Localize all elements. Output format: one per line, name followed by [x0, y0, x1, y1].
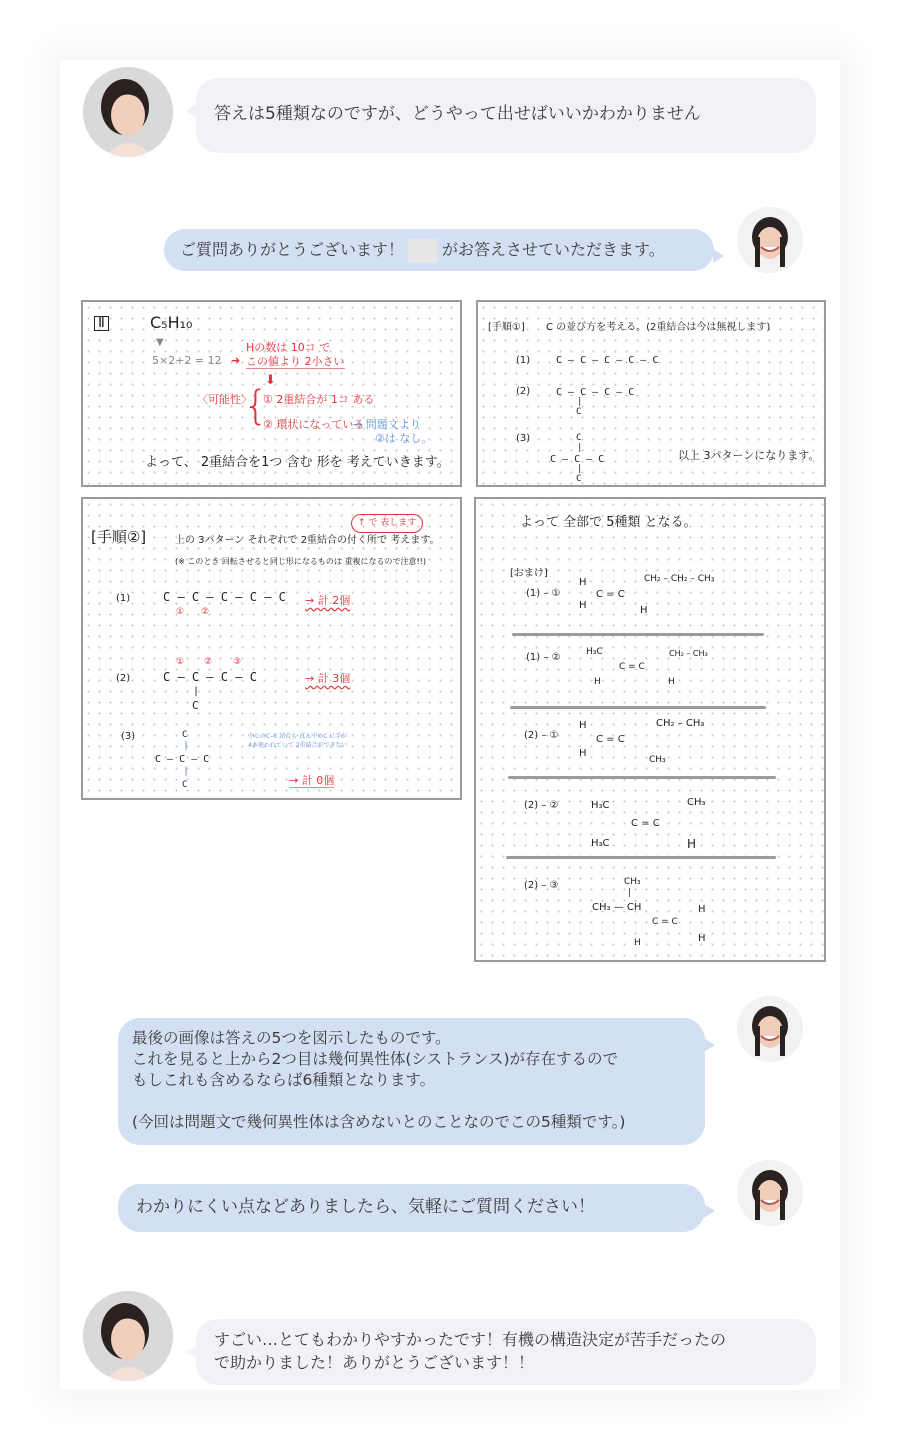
- note-bonus-label: [おまけ]: [510, 568, 548, 579]
- note-intro: C の並び方を考える。(2重結合は今は無視します): [546, 322, 771, 333]
- tutor-photo-icon: [737, 996, 803, 1062]
- tutor-photo-icon: [737, 207, 803, 273]
- isomer-left: CH₃ — CH: [592, 902, 642, 913]
- isomer-left-top: H₃C: [586, 647, 603, 657]
- brace-icon: {: [243, 383, 269, 429]
- carbon-chain: C – C – C – C – C: [556, 355, 659, 366]
- message-student-1: [196, 78, 816, 153]
- student-avatar: [83, 67, 173, 157]
- redacted-name: [408, 239, 438, 263]
- tutor-avatar: [737, 1160, 803, 1226]
- note-result: → 計 0個: [289, 774, 335, 787]
- note-option-1: ① 2重結合が 1コ ある: [263, 393, 375, 406]
- note-result: → 計 3個: [305, 672, 351, 685]
- mark-1: ①: [176, 607, 185, 617]
- student-photo-icon: [83, 67, 173, 157]
- carbon-branch-top: C: [576, 433, 582, 443]
- isomer-right-bottom: H: [640, 605, 648, 616]
- mark-3: ③: [233, 657, 242, 667]
- notebook-image-step-1: [476, 300, 826, 487]
- carbon-branch-top: C: [182, 730, 188, 740]
- mark-2: ②: [204, 657, 213, 667]
- isomer-label: (2) – ③: [524, 880, 559, 891]
- item-label: (3): [516, 433, 531, 444]
- isomer-right-top: CH₂ – CH₂ – CH₃: [644, 574, 715, 584]
- isomer-left-bottom: H: [579, 600, 587, 611]
- item-label: (1): [116, 593, 131, 604]
- isomer-top: CH₃: [624, 877, 641, 887]
- double-bond: C = C: [619, 662, 645, 672]
- note-section-label: Ⅱ: [94, 316, 109, 331]
- message-line: すごい…とてもわかりやすかったです！有機の構造決定が苦手だったの: [214, 1330, 727, 1349]
- message-student-2: [196, 1319, 816, 1385]
- arrow-down-bold-icon: ⬇: [265, 373, 276, 388]
- bond-line: |: [628, 888, 632, 898]
- double-bond: C = C: [596, 734, 625, 745]
- notebook-image-step-2: [81, 497, 462, 800]
- arrow-right-icon: ➜: [231, 354, 241, 367]
- note-callout: ↑ で 表します: [351, 514, 423, 533]
- double-bond: C = C: [652, 917, 678, 927]
- mark-1: ①: [176, 657, 185, 667]
- note-caution: (※ このとき 回転させると同じ形になるものは 重複になるので注意!!): [175, 557, 426, 566]
- isomer-right-top: CH₂ – CH₃: [669, 649, 708, 658]
- tutor-avatar: [737, 996, 803, 1062]
- isomer-label: (1) – ②: [526, 652, 561, 663]
- item-label: (2): [516, 386, 531, 397]
- message-line: 最後の画像は答えの5つを図示したものです。: [132, 1029, 451, 1047]
- message-line: これを見ると上から2つ目は幾何異性体(シストランス)が存在するので: [132, 1050, 619, 1068]
- bond-line: |: [183, 740, 190, 751]
- carbon-chain: C – C – C – C: [556, 387, 635, 398]
- message-text: 答えは5種類なのですが、どうやって出せばいいかわかりません: [214, 104, 701, 124]
- double-bond: C = C: [631, 818, 660, 829]
- student-avatar: [83, 1291, 173, 1381]
- isomer-left-top: H₃C: [591, 800, 610, 811]
- bond-line: |: [577, 443, 583, 453]
- tutor-photo-icon: [737, 1160, 803, 1226]
- notebook-image-step-intro: [81, 300, 462, 487]
- note-h-count: Hの数は 10コ で: [246, 341, 331, 354]
- divider: [512, 633, 764, 636]
- divider: [508, 776, 776, 779]
- message-line: (今回は問題文で幾何異性体は含めないとのことなのでこの5種類です。): [132, 1113, 626, 1131]
- isomer-label: (2) – ①: [524, 730, 559, 741]
- note-possibility-label: 〈可能性〉: [197, 393, 252, 406]
- message-tutor-3: [118, 1184, 705, 1232]
- item-label: (1): [516, 355, 531, 366]
- note-blue-2: ②は なし。: [375, 432, 433, 445]
- carbon-chain: C – C – C: [155, 754, 210, 765]
- isomer-right-bottom: H: [668, 677, 675, 687]
- message-line: で助かりました！ありがとうございます！！: [214, 1353, 535, 1372]
- message-tutor-2: [118, 1018, 705, 1145]
- double-bond: C = C: [596, 589, 625, 600]
- isomer-left-top: H: [579, 577, 587, 588]
- note-blue-comment: 中心のC–C 結合も 真ん中のC に手が4本使われていて 2重結合ができない: [248, 733, 348, 749]
- message-text-after: がお答えさせていただきます。: [442, 240, 665, 259]
- isomer-left-bottom: H₃C: [591, 838, 610, 849]
- carbon-chain: C – C – C – C – C: [163, 590, 286, 604]
- divider: [506, 856, 776, 859]
- note-h-diff: この値より 2小さい: [246, 355, 345, 368]
- isomer-right-bottom: CH₃: [649, 755, 666, 765]
- note-formula: C₅H₁₀: [150, 313, 193, 332]
- notebook-image-answer: [474, 497, 826, 962]
- note-calc: 5×2+2 = 12: [152, 354, 222, 367]
- isomer-left-bottom: H: [594, 677, 601, 687]
- message-text: わかりにくい点などありましたら、気軽にご質問ください！: [136, 1197, 595, 1217]
- bond-line: |: [183, 766, 190, 777]
- isomer-left-bottom: H: [634, 938, 641, 948]
- carbon-branch: C: [192, 699, 199, 712]
- carbon-branch-bottom: C: [576, 474, 582, 484]
- note-summary: 以上 3パターンになります。: [678, 449, 820, 462]
- note-conclusion: よって、 2重結合を1つ 含む 形を 考えていきます。: [145, 455, 450, 470]
- item-label: (3): [121, 731, 136, 742]
- isomer-right-bottom: H: [698, 933, 706, 944]
- carbon-branch-bottom: C: [182, 780, 188, 790]
- isomer-right-bottom: H: [687, 837, 697, 851]
- isomer-left-top: H: [579, 720, 587, 731]
- message-line: [132, 1091, 691, 1112]
- student-photo-icon: [83, 1291, 173, 1381]
- bond-line: |: [193, 686, 200, 697]
- item-label: (2): [116, 673, 131, 684]
- divider: [510, 706, 766, 709]
- message-tutor-1: [164, 229, 714, 271]
- carbon-chain: C – C – C – C: [163, 670, 257, 684]
- mark-2: ②: [201, 607, 210, 617]
- note-option-2: ② 環状になっている: [263, 418, 365, 431]
- note-result: → 計 2個: [305, 594, 351, 607]
- isomer-right-top: H: [698, 904, 706, 915]
- carbon-chain: C – C – C: [550, 454, 605, 465]
- tutor-avatar: [737, 207, 803, 273]
- note-heading: [手順②]: [91, 528, 147, 546]
- note-heading: [手順①]: [488, 322, 525, 333]
- note-blue-1: → 問題文より: [353, 418, 421, 431]
- message-line: もしこれも含めるならば6種類となります。: [132, 1071, 436, 1089]
- note-conclusion: よって 全部で 5種類 となる。: [520, 515, 697, 530]
- message-text-before: ご質問ありがとうございます！: [180, 240, 405, 259]
- bond-line: |: [577, 397, 583, 407]
- isomer-label: (2) – ②: [524, 800, 559, 811]
- isomer-label: (1) – ①: [526, 588, 561, 599]
- isomer-right-top: CH₂ – CH₃: [656, 718, 705, 729]
- isomer-right-top: CH₃: [687, 797, 706, 808]
- note-intro: 上の 3パターン それぞれで 2重結合の付く所で 考えます。: [175, 535, 440, 546]
- carbon-branch: C: [576, 407, 582, 417]
- isomer-left-bottom: H: [579, 748, 587, 759]
- arrow-down-icon: ▼: [156, 337, 164, 348]
- bond-line: |: [577, 464, 583, 474]
